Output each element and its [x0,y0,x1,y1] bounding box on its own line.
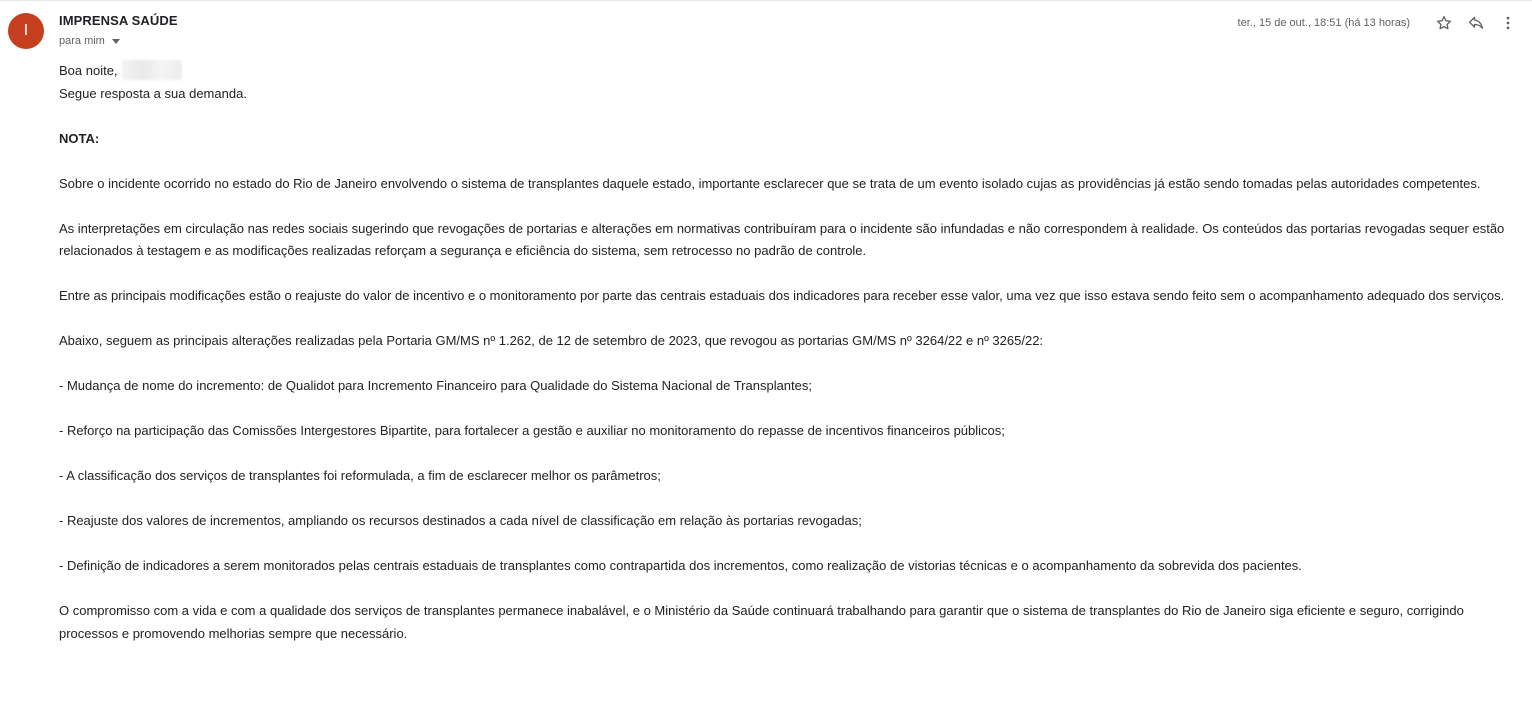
intro-line: Segue resposta a sua demanda. [59,85,247,101]
message-meta [1238,11,1520,35]
list-item: - Mudança de nome do incremento: de Qualidot para Incremento Financeiro para Qualidade do Sistema Nacional de Transplantes; [59,378,812,393]
paragraph-5: O compromisso com a vida e com a qualidade dos serviços de transplantes permanece inabalável, e o Ministério da Saúde continuará trabalhando para garantir que o sistema de transplantes do Rio de Janeiro siga eficiente e seguro, corrigindo processos e promovendo melhorias sempre que necessário. [59,603,1464,641]
list-item: - Reforço na participação das Comissões Intergestores Bipartite, para fortalecer a gestão e auxiliar no monitoramento do repasse de incentivos financeiros públicos; [59,423,1005,438]
caret-down-icon [112,39,120,44]
reply-icon[interactable] [1464,11,1488,35]
list-item: - Definição de indicadores a serem monitorados pelas centrais estaduais de transplantes como contrapartida dos incrementos, como realização de vistorias técnicas e o acompanhamento da sobrevida dos pacientes. [59,558,1302,573]
paragraph-1: Sobre o incidente ocorrido no estado do Rio de Janeiro envolvendo o sistema de transplantes daquele estado, importante esclarecer que se trata de um evento isolado cujas as providências já estão sendo tomadas pelas autoridades competentes. [59,175,1481,191]
note-heading: NOTA: [59,130,100,146]
more-vert-icon[interactable] [1496,11,1520,35]
list-item: - Reajuste dos valores de incrementos, ampliando os recursos destinados a cada nível de classificação em relação às portarias revogadas; [59,513,862,528]
star-icon[interactable] [1432,11,1456,35]
message-date: ter., 15 de out., 18:51 (há 13 horas) [1237,17,1410,29]
greeting-line [59,60,1519,83]
sender-avatar[interactable]: I [8,13,44,49]
recipients-toggle[interactable] [59,35,120,47]
greeting-text: Boa noite, [59,63,118,78]
message-body [59,60,1519,668]
paragraph-2: As interpretações em circulação nas redes sociais sugerindo que revogações de portarias e alterações em normativas contribuíram para o incidente são infundadas e não correspondem à realidade. Os conteúdos das portarias revogadas sequer estão relacionados à testagem e as modificações realizadas reforçam a segurança e eficiência do sistema, sem retrocesso no padrão de controle. [59,220,1505,258]
redacted-recipient-name [122,60,182,80]
paragraph-3: Entre as principais modificações estão o reajuste do valor de incentivo e o monitoramento por parte das centrais estaduais dos indicadores para receber esse valor, uma vez que isso estava sendo feito sem o acompanhamento adequado dos serviços. [59,288,1505,303]
top-divider [0,0,1532,1]
paragraph-4: Abaixo, seguem as principais alterações realizadas pela Portaria GM/MS nº 1.262, de 12 de setembro de 2023, que revogou as portarias GM/MS nº 3264/22 e nº 3265/22: [59,333,1044,348]
sender-name[interactable]: IMPRENSA SAÚDE [59,13,178,28]
list-item: - A classificação dos serviços de transplantes foi reformulada, a fim de esclarecer melhor os parâmetros; [59,468,661,483]
recipients-label: para mim [59,35,105,47]
